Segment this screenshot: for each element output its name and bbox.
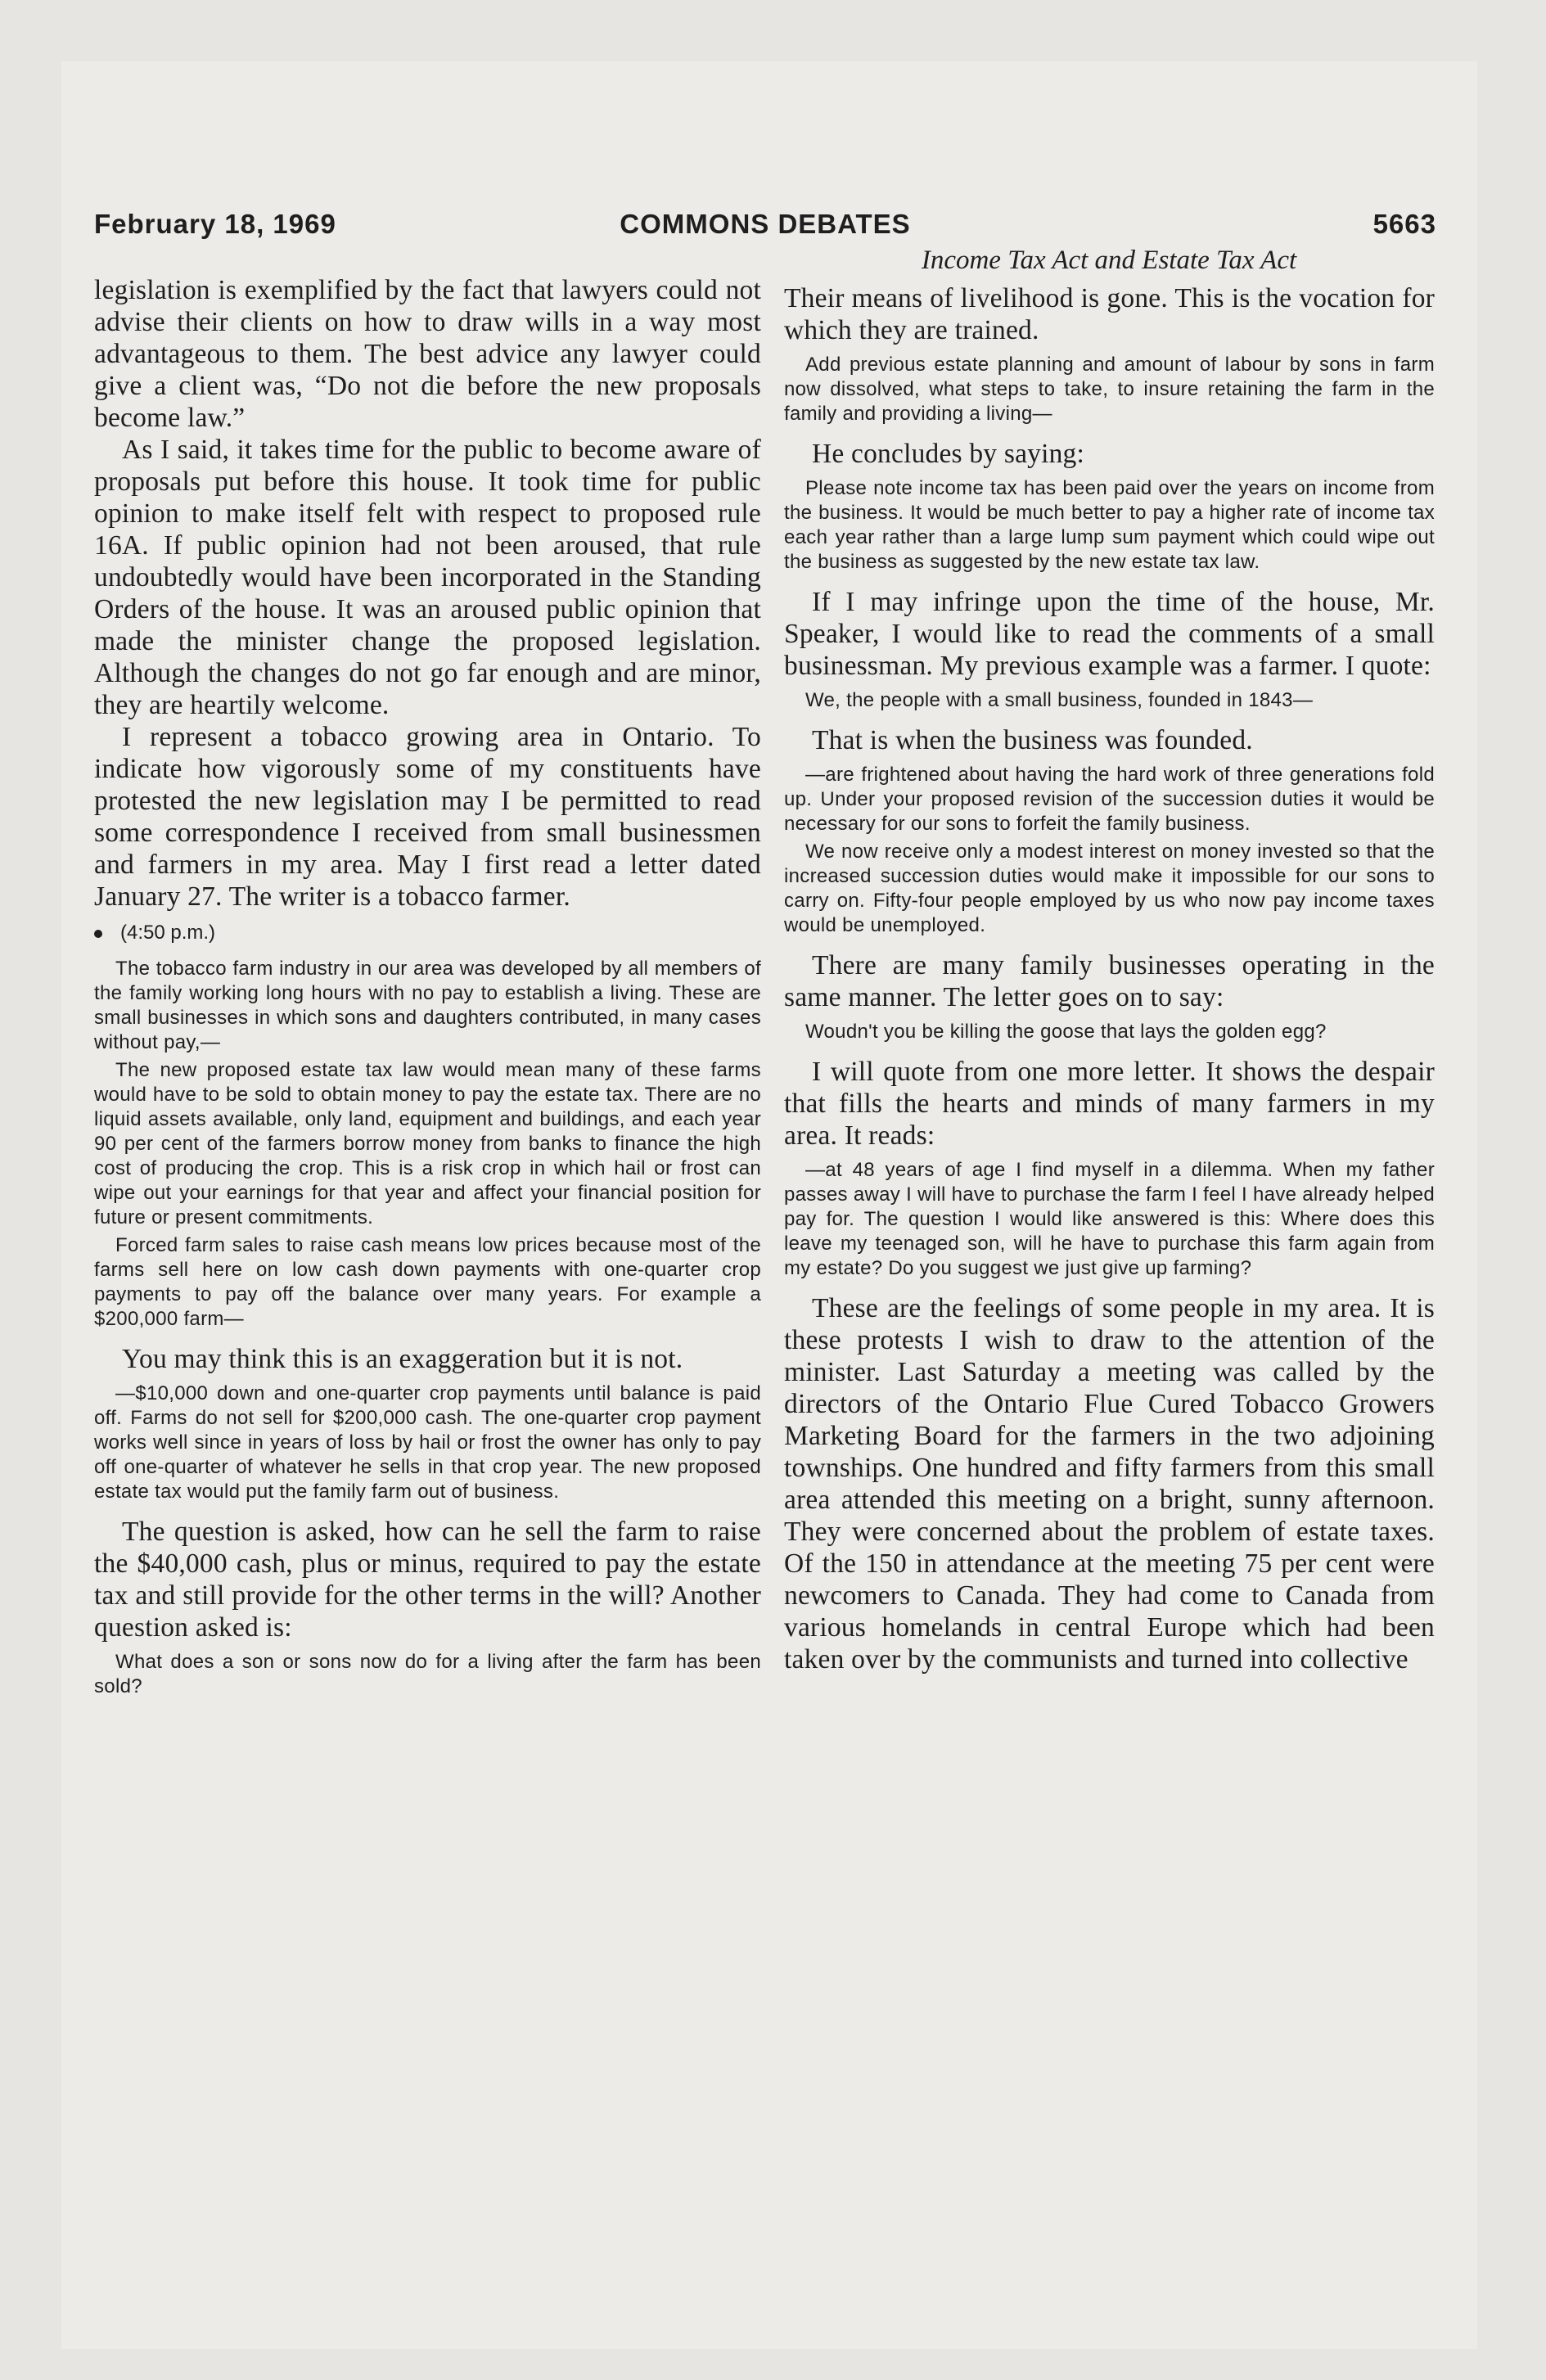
- paragraph: The question is asked, how can he sell the farm to raise the $40,000 cash, plus or minus, required to pay the estate tax and still provide for the other terms in the will? Another question asked is:: [94, 1517, 761, 1643]
- quoted-letter: The new proposed estate tax law would mean many of these farms would have to be sold to obtain money to pay the estate tax. There are no liquid assets available, only land, equipment and buildings, and each year 90 per cent of the farmers borrow money from banks to finance the high cost of producing the crop. This is a risk crop in which hail or frost can wipe out your earnings for that year and affect your financial position for future or present commitments.: [94, 1059, 761, 1228]
- page-header: [94, 209, 1436, 246]
- quoted-letter: Please note income tax has been paid over the years on income from the business. It would be much better to pay a higher rate of income tax each year rather than a large lump sum payment which could wipe out the business as suggested by the new estate tax law.: [784, 477, 1435, 573]
- paragraph: I represent a tobacco growing area in Ontario. To indicate how vigorously some of my constituents have protested the new legislation may I be permitted to read some correspondence I received from small businessmen and farmers in my area. May I first read a letter dated January 27. The writer is a tobacco farmer.: [94, 722, 761, 912]
- quoted-letter: Forced farm sales to raise cash means low prices because most of the farms sell here on low cash down payments with one-quarter crop payments to pay off the balance over many years. For example a $200,000 farm—: [94, 1234, 761, 1330]
- header-title: COMMONS DEBATES: [620, 209, 911, 239]
- paragraph: You may think this is an exaggeration but it is not.: [122, 1344, 683, 1374]
- quoted-letter: —at 48 years of age I find myself in a dilemma. When my father passes away I will have to purchase the farm I feel I have already helped pay for. The question I would like answered is this: Where does this leave my teenaged son, will he have to purchase this farm again from my estate? Do you suggest we just give up farming?: [784, 1159, 1435, 1279]
- left-column: [94, 274, 761, 1711]
- quoted-letter: —are frightened about having the hard work of three generations fold up. Under your proposed revision of the succession duties it would be necessary for our sons to forfeit the family business.: [784, 764, 1435, 835]
- paragraph: That is when the business was founded.: [812, 725, 1253, 755]
- page-number: 5663: [1372, 209, 1436, 239]
- paragraph: Their means of livelihood is gone. This is the vocation for which they are trained.: [784, 283, 1435, 345]
- timestamp: [94, 921, 761, 945]
- quoted-letter: We now receive only a modest interest on money invested so that the increased succession duties would make it impossible for our sons to carry on. Fifty-four people employed by us who now pay income taxes would be unemployed.: [784, 841, 1435, 936]
- quoted-letter: Woudn't you be killing the goose that lays the golden egg?: [805, 1021, 1327, 1043]
- quoted-letter: The tobacco farm industry in our area was developed by all members of the family working long hours with no pay to establish a living. These are small businesses in which sons and daughters contributed, in many cases without pay,—: [94, 958, 761, 1053]
- section-subtitle: Income Tax Act and Estate Tax Act: [921, 246, 1297, 275]
- timestamp-text: (4:50 p.m.): [120, 922, 216, 944]
- quoted-letter: We, the people with a small business, founded in 1843—: [805, 689, 1314, 711]
- paragraph: If I may infringe upon the time of the house, Mr. Speaker, I would like to read the comments of a small businessman. My previous example was a farmer. I quote:: [784, 587, 1435, 681]
- quoted-letter: What does a son or sons now do for a living after the farm has been sold?: [94, 1651, 761, 1697]
- paragraph: These are the feelings of some people in my area. It is these protests I wish to draw to the attention of the minister. Last Saturday a meeting was called by the directors of the Ontario Flue Cured Tobacco Growers Marketing Board for the farmers in the two adjoining townships. One hundred and fifty farmers from this small area attended this meeting on a bright, sunny afternoon. They were concerned about the problem of estate taxes. Of the 150 in attendance at the meeting 75 per cent were newcomers to Canada. They had come to Canada from various homelands in central Europe which had been taken over by the communists and turned into collective: [784, 1293, 1435, 1675]
- paragraph: legislation is exemplified by the fact that lawyers could not advise their clients on how to draw wills in a way most advantageous to them. The best advice any lawyer could give a client was, “Do not die before the new proposals become law.”: [94, 275, 761, 433]
- right-column: [784, 282, 1435, 1675]
- quoted-letter: —$10,000 down and one-quarter crop payments until balance is paid off. Farms do not sell for $200,000 cash. The one-quarter crop payment works well since in years of loss by hail or frost the owner has only to pay off one-quarter of whatever he sells in that crop year. The new proposed estate tax would put the family farm out of business.: [94, 1382, 761, 1503]
- bullet-icon: [94, 930, 102, 938]
- quoted-letter: Add previous estate planning and amount of labour by sons in farm now dissolved, what steps to take, to insure retaining the farm in the family and providing a living—: [784, 354, 1435, 425]
- paragraph: There are many family businesses operating in the same manner. The letter goes on to say:: [784, 950, 1435, 1012]
- paragraph: As I said, it takes time for the public to become aware of proposals put before this house. It took time for public opinion to make itself felt with respect to proposed rule 16A. If public opinion had not been aroused, that rule undoubtedly would have been incorporated in the Standing Orders of the house. It was an aroused public opinion that made the minister change the proposed legislation. Although the changes do not go far enough and are minor, they are heartily welcome.: [94, 435, 761, 720]
- header-date: February 18, 1969: [94, 209, 336, 239]
- paragraph: I will quote from one more letter. It shows the despair that fills the hearts and minds of many farmers in my area. It reads:: [784, 1057, 1435, 1151]
- paragraph: He concludes by saying:: [812, 439, 1085, 469]
